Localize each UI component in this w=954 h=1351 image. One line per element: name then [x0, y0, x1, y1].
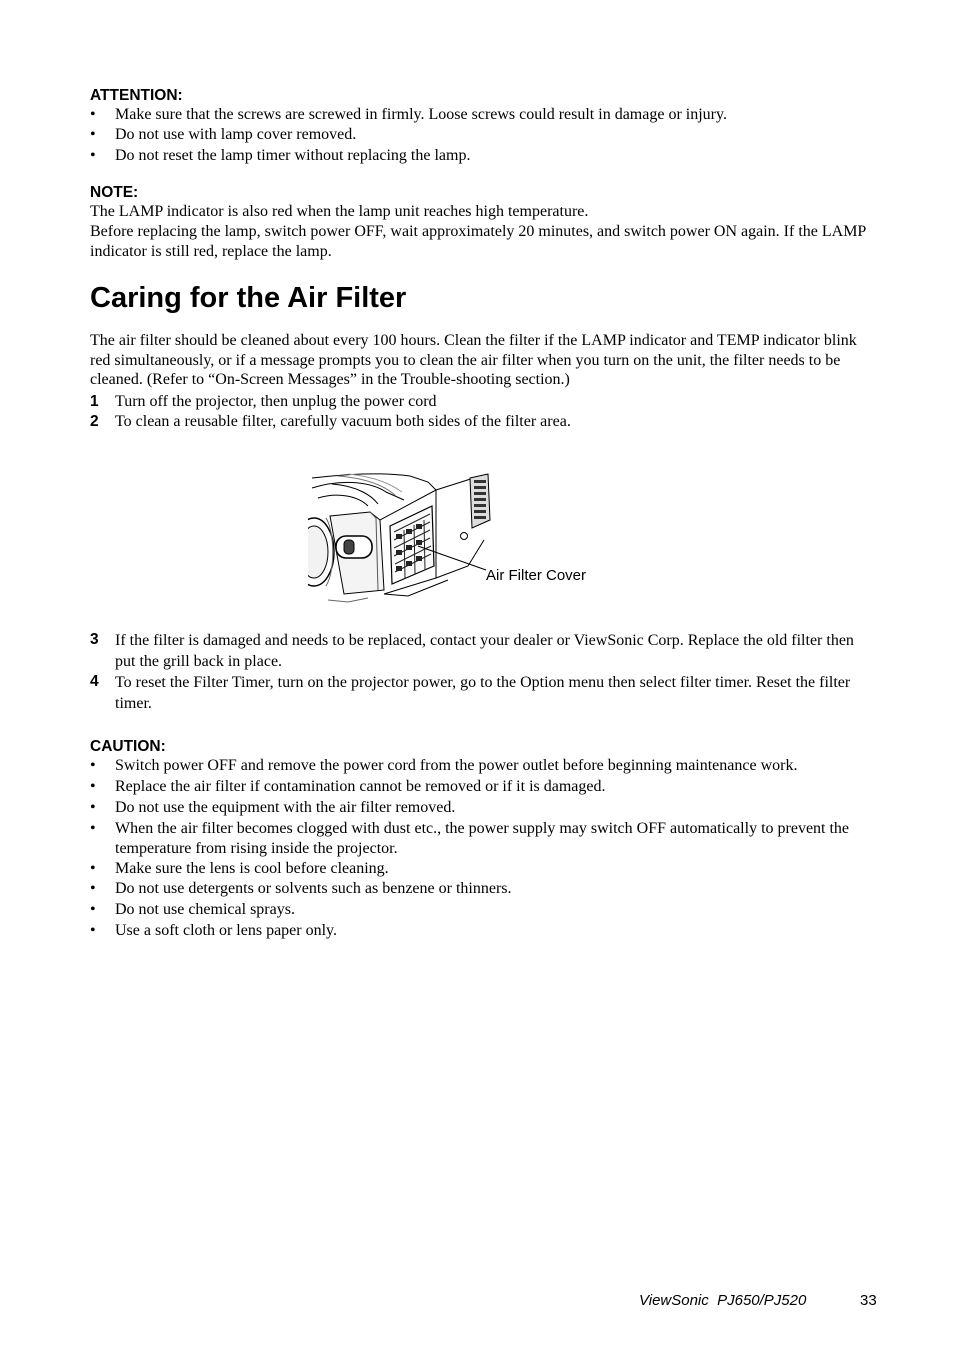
bullet-icon: • [90, 922, 96, 939]
figure-caption: Air Filter Cover [486, 567, 587, 584]
step-number: 3 [90, 631, 99, 648]
attention-item-text: Do not reset the lamp timer without replacing the lamp. [115, 147, 471, 164]
bullet-icon: • [90, 901, 96, 918]
note-line: Before replacing the lamp, switch power OFF, wait approximately 20 minutes, and switch power ON again. If the LAMP indicator is still red, replace the lamp. [90, 223, 866, 260]
attention-heading: ATTENTION: [90, 87, 183, 104]
bullet-icon: • [90, 860, 96, 877]
caution-item-text: Replace the air filter if contamination cannot be removed or if it is damaged. [115, 778, 606, 795]
bullet-icon: • [90, 778, 96, 795]
bullet-icon: • [90, 126, 96, 143]
caution-item-text: Do not use chemical sprays. [115, 901, 295, 918]
note-line: The LAMP indicator is also red when the lamp unit reaches high temperature. [90, 203, 589, 220]
projector-air-filter-illustration [308, 470, 608, 606]
page-number: 33 [860, 1292, 877, 1309]
bullet-icon: • [90, 106, 96, 123]
step-text: If the filter is damaged and needs to be replaced, contact your dealer or ViewSonic Corp. Replace the old filter then put the grill back in place. [115, 632, 854, 670]
attention-item-text: Make sure that the screws are screwed in firmly. Loose screws could result in damage or injury. [115, 106, 727, 123]
footer-brand: ViewSonic PJ650/PJ520 [639, 1292, 807, 1309]
caution-item-text: Do not use the equipment with the air filter removed. [115, 799, 456, 816]
step-text: Turn off the projector, then unplug the power cord [115, 393, 437, 410]
step-number: 2 [90, 413, 99, 430]
attention-item-text: Do not use with lamp cover removed. [115, 126, 357, 143]
caution-item-text: Switch power OFF and remove the power cord from the power outlet before beginning maintenance work. [115, 757, 798, 774]
caution-item-text: When the air filter becomes clogged with dust etc., the power supply may switch OFF automatically to prevent the temperature from rising inside the projector. [115, 820, 850, 857]
bullet-icon: • [90, 799, 96, 816]
caution-item-text: Make sure the lens is cool before cleaning. [115, 860, 389, 877]
caution-item-text: Do not use detergents or solvents such as benzene or thinners. [115, 880, 512, 897]
bullet-icon: • [90, 147, 96, 164]
intro-paragraph: The air filter should be cleaned about every 100 hours. Clean the filter if the LAMP indicator and TEMP indicator blink red simultaneously, or if a message prompts you to clean the air filter when you turn on the unit, the filter needs to be cleaned. (Refer to “On-Screen Messages” in the Trouble-shooting section.) [90, 332, 857, 388]
bullet-icon: • [90, 880, 96, 897]
step-text: To reset the Filter Timer, turn on the projector power, go to the Option menu then select filter timer. Reset the filter timer. [115, 674, 851, 712]
projector-drawing [308, 470, 608, 606]
step-number: 4 [90, 673, 99, 690]
section-title: Caring for the Air Filter [90, 282, 407, 314]
caution-item-text: Use a soft cloth or lens paper only. [115, 922, 338, 939]
note-heading: NOTE: [90, 184, 139, 201]
bullet-icon: • [90, 757, 96, 774]
step-text: To clean a reusable filter, carefully vacuum both sides of the filter area. [115, 413, 571, 430]
bullet-icon: • [90, 820, 96, 837]
step-number: 1 [90, 393, 99, 410]
caution-heading: CAUTION: [90, 738, 166, 755]
